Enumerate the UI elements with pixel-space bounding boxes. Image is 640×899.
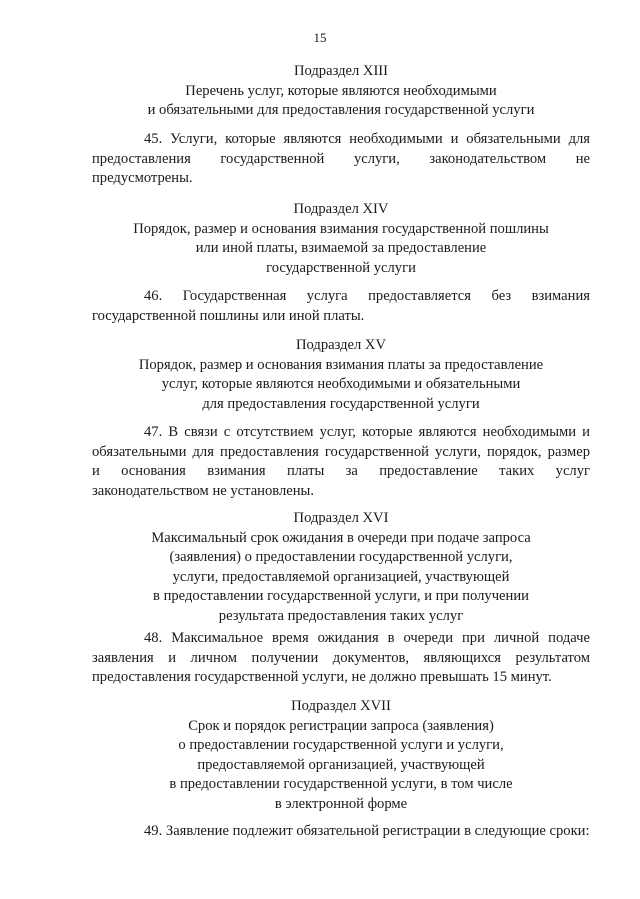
section-title-line: услуги, предоставляемой организацией, участвующей xyxy=(172,568,510,585)
page-number: 15 xyxy=(313,30,327,45)
section-title-line: (заявления) о предоставлении государственной услуги, xyxy=(169,549,513,565)
section-label: Подраздел XVII xyxy=(291,698,391,714)
section-title-line: или иной платы, взимаемой за предоставление xyxy=(195,240,487,256)
section-title-line: в предоставлении государственной услуги, в том числе xyxy=(169,776,513,792)
paragraph-line: обязательными для предоставления государственной услуги, порядок, размер xyxy=(92,443,590,460)
section-title-line: для предоставления государственной услуги xyxy=(202,395,480,412)
section-title-line: предоставляемой организацией, участвующей xyxy=(197,756,485,773)
section-heading-xv xyxy=(92,336,590,414)
section-title-line: Порядок, размер и основания взимания государственной пошлины xyxy=(133,220,549,237)
section-label: Подраздел XIV xyxy=(293,201,389,217)
section-label: Подраздел XIII xyxy=(293,63,389,79)
paragraph-line: предоставления государственной услуги, законодательством не xyxy=(92,150,590,167)
section-heading-xiii xyxy=(92,62,590,121)
paragraph-49 xyxy=(92,822,590,842)
paragraph-line: 48. Максимальное время ожидания в очереди при личной подаче xyxy=(144,630,590,646)
section-heading-xvii xyxy=(92,697,590,814)
paragraph-45 xyxy=(92,130,590,189)
paragraph-line: 45. Услуги, которые являются необходимыми и обязательными для xyxy=(144,131,590,147)
section-title-line: государственной услуги xyxy=(266,259,416,276)
section-label: Подраздел XV xyxy=(295,337,387,353)
paragraph-47 xyxy=(92,423,590,501)
section-title-line: результата предоставления таких услуг xyxy=(218,607,464,624)
section-heading-xvi xyxy=(92,509,590,626)
paragraph-46 xyxy=(92,287,590,326)
section-title-line: Максимальный срок ожидания в очереди при подаче запроса xyxy=(151,529,531,546)
section-title-line: в предоставлении государственной услуги, и при получении xyxy=(153,588,529,604)
section-title-line: в электронной форме xyxy=(274,795,408,812)
section-title-line: и обязательными для предоставления государственной услуги xyxy=(147,102,535,118)
section-title-line: услуг, которые являются необходимыми и обязательными xyxy=(161,376,521,392)
paragraph-line: предоставления государственной услуги, не должно превышать 15 минут. xyxy=(92,669,552,685)
paragraph-line: законодательством не установлены. xyxy=(92,482,315,499)
section-heading-xiv xyxy=(92,200,590,278)
section-title-line: Перечень услуг, которые являются необходимыми xyxy=(185,82,497,99)
paragraph-line: 47. В связи с отсутствием услуг, которые являются необходимыми и xyxy=(144,424,590,440)
paragraph-line: и основания взимания платы за предоставление таких услуг xyxy=(92,463,590,479)
section-label: Подраздел XVI xyxy=(293,510,389,526)
paragraph-48 xyxy=(92,629,590,688)
paragraph-line: заявления и личном получении документов, являющихся результатом xyxy=(92,649,590,666)
paragraph-line: предусмотрены. xyxy=(92,170,193,186)
paragraph-line: государственной пошлины или иной платы. xyxy=(92,307,365,324)
paragraph-line: 46. Государственная услуга предоставляется без взимания xyxy=(144,288,590,304)
section-title-line: Порядок, размер и основания взимания платы за предоставление xyxy=(138,356,544,373)
section-title-line: Срок и порядок регистрации запроса (заявления) xyxy=(188,717,494,734)
paragraph-line: 49. Заявление подлежит обязательной регистрации в следующие сроки: xyxy=(144,823,590,839)
section-title-line: о предоставлении государственной услуги и услуги, xyxy=(178,737,504,753)
